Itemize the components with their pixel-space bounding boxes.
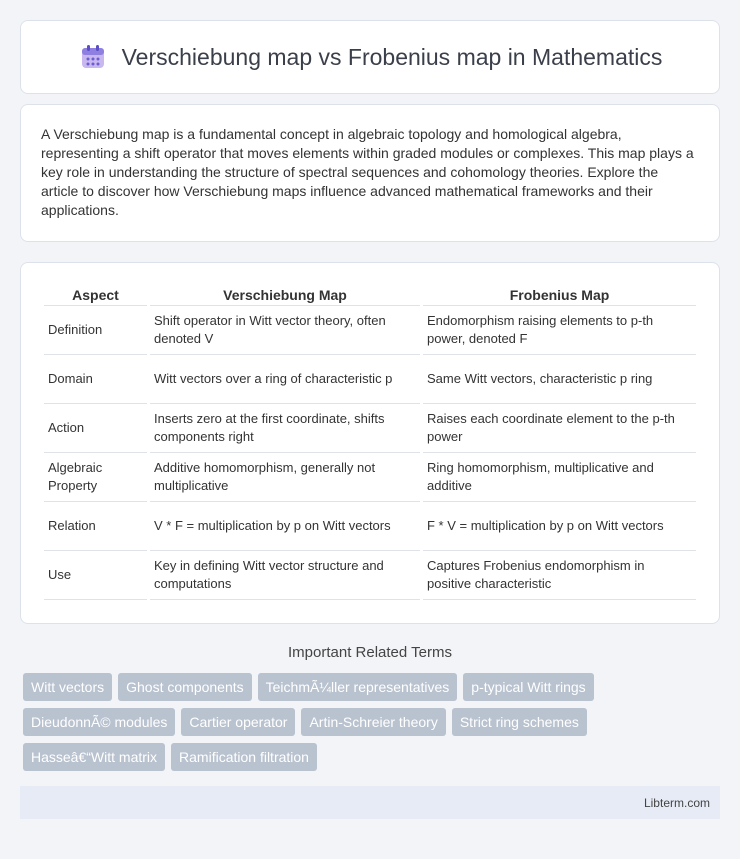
intro-text: A Verschiebung map is a fundamental concept in algebraic topology and homological algebra, representing a shift operator that moves elements within graded modules or complexes. This map plays a key role in understanding the structure of spectral sequences and cohomology theories. Explore the article to discover how Verschiebung maps influence advanced mathematical frameworks and their applications. [41, 126, 694, 218]
header-frobenius: Frobenius Map [423, 283, 696, 306]
table-row [44, 306, 696, 355]
frobenius-cell: Raises each coordinate element to the p-th power [423, 404, 696, 453]
related-term-tag[interactable]: TeichmÃ¼ller representatives [258, 673, 458, 701]
footer [20, 786, 720, 819]
table-row [44, 551, 696, 600]
related-term-tag[interactable]: p-typical Witt rings [463, 673, 593, 701]
frobenius-cell: F * V = multiplication by p on Witt vectors [423, 502, 696, 551]
frobenius-cell: Captures Frobenius endomorphism in positive characteristic [423, 551, 696, 600]
table-row [44, 453, 696, 502]
table-header-row [44, 283, 696, 306]
verschiebung-cell: Witt vectors over a ring of characteristic p [150, 355, 420, 404]
frobenius-cell: Same Witt vectors, characteristic p ring [423, 355, 696, 404]
aspect-cell: Use [44, 551, 147, 600]
table-row [44, 502, 696, 551]
related-term-tag[interactable]: Ramification filtration [171, 743, 317, 771]
verschiebung-cell: Key in defining Witt vector structure and computations [150, 551, 420, 600]
aspect-cell: Algebraic Property [44, 453, 147, 502]
related-term-tag[interactable]: Hasseâ€“Witt matrix [23, 743, 165, 771]
related-terms-tags [20, 673, 720, 771]
title-card [20, 20, 720, 94]
page-title: Verschiebung map vs Frobenius map in Mathematics [121, 43, 663, 70]
related-term-tag[interactable]: Ghost components [118, 673, 252, 701]
aspect-cell: Definition [44, 306, 147, 355]
calendar-icon [78, 42, 108, 72]
aspect-cell: Domain [44, 355, 147, 404]
frobenius-cell: Endomorphism raising elements to p-th power, denoted F [423, 306, 696, 355]
related-terms-title: Important Related Terms [288, 644, 452, 661]
footer-site-link[interactable]: Libterm.com [643, 795, 710, 810]
table-row [44, 404, 696, 453]
verschiebung-cell: Additive homomorphism, generally not multiplicative [150, 453, 420, 502]
related-term-tag[interactable]: Artin-Schreier theory [301, 708, 445, 736]
related-term-tag[interactable]: DieudonnÃ© modules [23, 708, 175, 736]
related-term-tag[interactable]: Strict ring schemes [452, 708, 587, 736]
frobenius-cell: Ring homomorphism, multiplicative and additive [423, 453, 696, 502]
comparison-table [41, 283, 699, 600]
verschiebung-cell: V * F = multiplication by p on Witt vectors [150, 502, 420, 551]
verschiebung-cell: Shift operator in Witt vector theory, often denoted V [150, 306, 420, 355]
related-term-tag[interactable]: Witt vectors [23, 673, 112, 701]
comparison-table-card [20, 262, 720, 624]
table-row [44, 355, 696, 404]
related-terms-section [20, 644, 720, 771]
related-term-tag[interactable]: Cartier operator [181, 708, 295, 736]
header-verschiebung: Verschiebung Map [150, 283, 420, 306]
header-aspect: Aspect [44, 283, 147, 306]
intro-card [20, 104, 720, 242]
verschiebung-cell: Inserts zero at the first coordinate, shifts components right [150, 404, 420, 453]
aspect-cell: Relation [44, 502, 147, 551]
aspect-cell: Action [44, 404, 147, 453]
